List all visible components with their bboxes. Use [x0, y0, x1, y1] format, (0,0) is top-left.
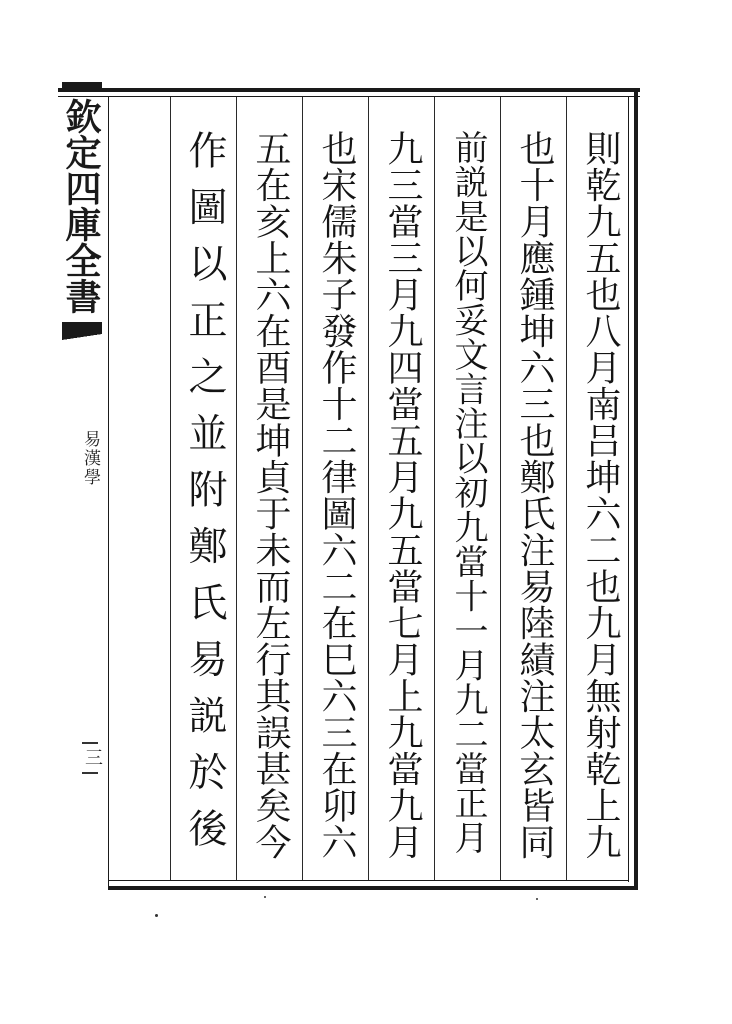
text-column-7: 作圖以正之並附鄭氏易説於後	[182, 130, 227, 865]
frame-bottom-inner-line	[108, 880, 628, 881]
frame-bottom-border	[108, 886, 638, 890]
text-column-4: 九三當三月九四當五月九五當七月上九當九月	[382, 130, 423, 860]
page-number-tick-top	[82, 742, 98, 744]
text-column-6: 五在亥上六在酉是坤貞于未而左行其誤甚矣今	[250, 130, 291, 860]
text-column-1: 則乾九五也八月南吕坤六二也九月無射乾上九	[580, 130, 621, 860]
fish-tail-ornament	[62, 322, 102, 334]
frame-left-line	[108, 96, 109, 888]
text-column-3: 前説是以何妥文言注以初九當十一月九二當正月	[448, 130, 488, 855]
frame-right-border	[634, 88, 638, 890]
frame-top-border	[58, 88, 640, 92]
scan-speck	[536, 898, 538, 900]
page-number: 三	[82, 748, 103, 766]
section-title: 易漢學	[80, 430, 100, 487]
text-column-5: 也宋儒朱子發作十二律圖六二在巳六三在卯六	[316, 130, 357, 860]
frame-top-inner-line	[58, 96, 640, 97]
fish-tail-ornament-top	[62, 82, 102, 92]
page-number-tick-bottom	[82, 772, 98, 774]
book-title: 欽定四庫全書	[60, 98, 102, 314]
scan-speck	[264, 896, 266, 898]
text-column-2: 也十月應鍾坤六三也鄭氏注易陸績注太玄皆同	[514, 130, 555, 860]
scan-speck	[155, 914, 158, 917]
